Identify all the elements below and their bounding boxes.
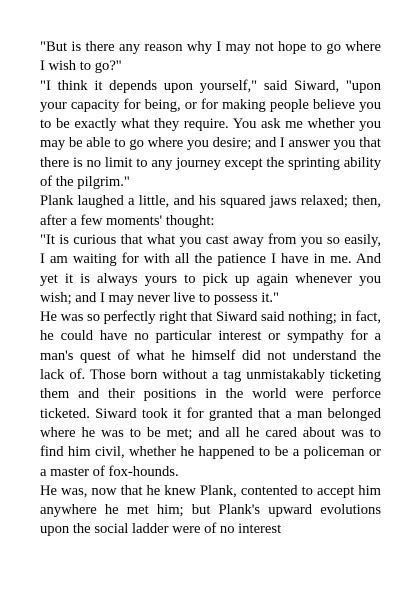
paragraph-6: He was, now that he knew Plank, contented to accept him anywhere he met him; but Plank's upward evolutions upon the social ladder were of no interest (40, 482, 381, 538)
paragraph-5: He was so perfectly right that Siward said nothing; in fact, he could have no particular interest or sympathy for a man's quest of what he himself did not understand the lack of. Those born without a tag unmistakably ticketing them and their positions in the world were perforce ticketed. Siward took it for granted that a man belonged where he was to be met; and all he cared about was to find him civil, whether he happened to be a policeman or a master of fox-hounds. (40, 309, 381, 480)
paragraph-1: "But is there any reason why I may not hope to go where I wish to go?" (40, 39, 381, 75)
paragraph-4: "It is curious that what you cast away from you so easily, I am waiting for with all the patience I have in me. And yet it is always yours to pick up again whenever you wish; and I may never live to possess it." (40, 231, 381, 306)
document-page (40, 38, 381, 540)
paragraph-2: "I think it depends upon yourself," said Siward, "upon your capacity for being, or for making people believe you to be exactly what they require. You ask me whether you may be able to go where you desire; and I answer you that there is no limit to any journey except the sprinting ability of the pilgrim." (40, 77, 381, 191)
paragraph-3: Plank laughed a little, and his squared jaws relaxed; then, after a few moments' thought: (40, 193, 381, 229)
